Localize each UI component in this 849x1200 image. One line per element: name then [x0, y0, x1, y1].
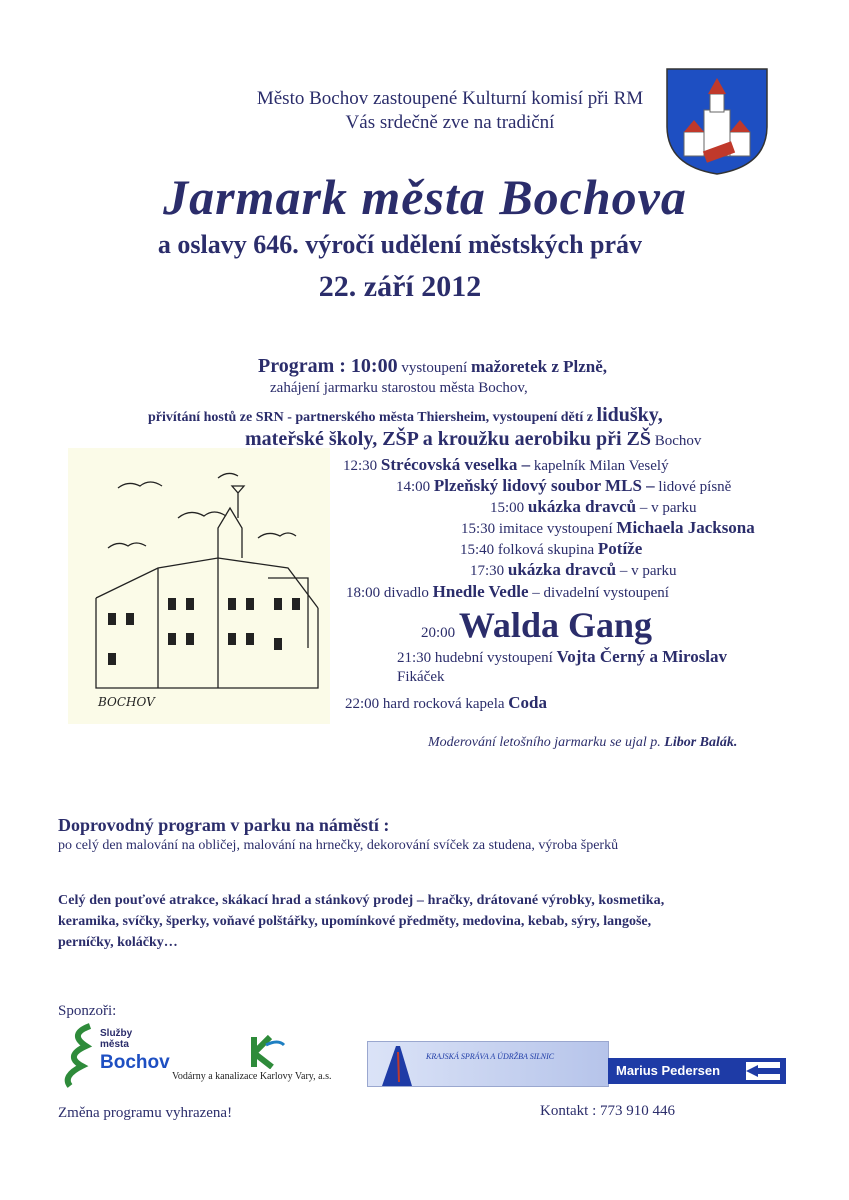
schedule-time: 12:30: [343, 458, 378, 474]
schedule-name: Plzeňský lidový soubor MLS –: [433, 476, 655, 495]
side-program-text: po celý den malování na obličej, malování na hrnečky, dekorování svíček za studena, výroba šperků: [58, 838, 619, 853]
schedule-name: Coda: [508, 693, 548, 712]
attractions-line-3: perníčky, koláčky…: [58, 935, 178, 950]
program-change-note: Změna programu vyhrazena!: [58, 1105, 233, 1121]
event-subtitle: a oslavy 646. výročí udělení městských práv: [157, 230, 643, 259]
schedule-time: 15:40: [460, 542, 495, 558]
moderator-text: Moderování letošního jarmarku se ujal p.: [428, 735, 661, 750]
sluzby-swirl-icon: [60, 1022, 100, 1088]
schedule-desc: divadlo: [383, 585, 429, 601]
vk-logo-icon: [250, 1035, 286, 1069]
schedule-time: 15:30: [461, 521, 496, 537]
moderator-name: Libor Balák.: [664, 735, 738, 750]
moderator-line: [428, 735, 737, 751]
town-sketch-image: [68, 448, 330, 724]
invitation-line-1: Město Bochov zastoupené Kulturní komisí při RM: [256, 88, 644, 109]
schedule-name: Potíže: [597, 539, 643, 558]
schedule-item-1400: [396, 476, 731, 496]
program-text: vystoupení: [401, 360, 468, 376]
event-date: 22. září 2012: [318, 270, 482, 303]
schedule-desc: imitace vystoupení: [498, 521, 613, 537]
sponsors-label: Sponzoři:: [58, 1003, 117, 1019]
program-line-1: [258, 355, 607, 378]
sluzby-mesta-bochov-logo: [60, 1022, 180, 1092]
vk-text: Vodárny a kanalizace Karlovy Vary, a.s.: [172, 1071, 332, 1082]
program-text: Bochov: [654, 433, 702, 449]
schedule-name: Michaela Jacksona: [616, 518, 755, 537]
sluzby-line-2: města: [100, 1039, 129, 1050]
program-text: přivítání hostů ze SRN - partnerského města Thiersheim, vystoupení dětí z: [148, 410, 594, 425]
ks-text: KRAJSKÁ SPRÁVA A ÚDRŽBA SILNIC: [426, 1052, 555, 1061]
schedule-name: Vojta Černý a Miroslav: [556, 647, 728, 666]
contact-info: Kontakt : 773 910 446: [540, 1103, 675, 1119]
schedule-item-1500: [490, 497, 697, 517]
sluzby-line-3: Bochov: [100, 1052, 170, 1073]
schedule-desc: – v parku: [639, 500, 697, 516]
vodarny-kanalizace-logo: [172, 1035, 372, 1090]
schedule-item-2200: [345, 693, 547, 713]
schedule-time: 18:00: [346, 585, 381, 601]
mp-flag-icon: [746, 1062, 780, 1080]
coat-of-arms-icon: [664, 66, 770, 176]
invitation-line-2: Vás srdečně zve na tradiční: [345, 112, 555, 133]
event-title: Jarmark města Bochova: [163, 169, 687, 225]
program-highlight: mateřské školy, ZŠP a kroužku aerobiku při ZŠ: [245, 428, 652, 450]
schedule-desc: lidové písně: [658, 479, 732, 495]
schedule-time: 15:00: [490, 500, 525, 516]
schedule-desc: – v parku: [619, 563, 677, 579]
schedule-item-2130: [397, 647, 727, 667]
schedule-name: Hnedle Vedle: [432, 582, 529, 601]
schedule-item-1230: [343, 455, 669, 475]
schedule-desc: hard rocková kapela: [382, 696, 505, 712]
krajska-sprava-logo: [367, 1041, 609, 1087]
schedule-name: ukázka dravců: [527, 497, 637, 516]
attractions-line-2: keramika, svíčky, šperky, voňavé polštářky, upomínkové předměty, medovina, kebab, sýry, langoše,: [58, 914, 652, 929]
schedule-item-1730: [470, 560, 677, 580]
program-highlight: mažoretek z Plzně,: [470, 357, 608, 376]
schedule-time: 17:30: [470, 563, 505, 579]
ks-road-icon: [372, 1042, 422, 1086]
schedule-time: 21:30: [397, 650, 432, 666]
schedule-time: 14:00: [396, 479, 431, 495]
schedule-time: 22:00: [345, 696, 380, 712]
schedule-name: Walda Gang: [458, 605, 652, 645]
program-label: Program : 10:00: [258, 355, 398, 377]
sluzby-line-1: Služby: [100, 1028, 133, 1039]
program-line-2: zahájení jarmarku starostou města Bochov,: [270, 380, 528, 396]
schedule-name: ukázka dravců: [507, 560, 617, 579]
sketch-caption: BOCHOV: [98, 695, 155, 709]
schedule-item-1800: [346, 582, 669, 602]
schedule-item-2130-cont: Fikáček: [397, 669, 445, 685]
schedule-name: Strécovská veselka –: [380, 455, 531, 474]
schedule-desc: folková skupina: [497, 542, 595, 558]
schedule-desc: – divadelní vystoupení: [532, 585, 669, 601]
schedule-item-2000: [421, 604, 652, 646]
side-program-heading: Doprovodný program v parku na náměstí :: [58, 815, 390, 835]
attractions-line-1: Celý den pouťové atrakce, skákací hrad a stánkový prodej – hračky, drátované výrobky, kosmetika,: [58, 893, 665, 908]
schedule-desc: hudební vystoupení: [434, 650, 553, 666]
marius-pedersen-logo: [608, 1058, 786, 1084]
program-highlight: lidušky,: [596, 404, 663, 426]
schedule-desc: kapelník Milan Veselý: [533, 458, 669, 474]
schedule-item-1540: [460, 539, 642, 559]
program-line-3: [148, 404, 663, 427]
schedule-time: 20:00: [421, 625, 456, 641]
mp-text: Marius Pedersen: [616, 1063, 721, 1078]
schedule-item-1530: [461, 518, 755, 538]
